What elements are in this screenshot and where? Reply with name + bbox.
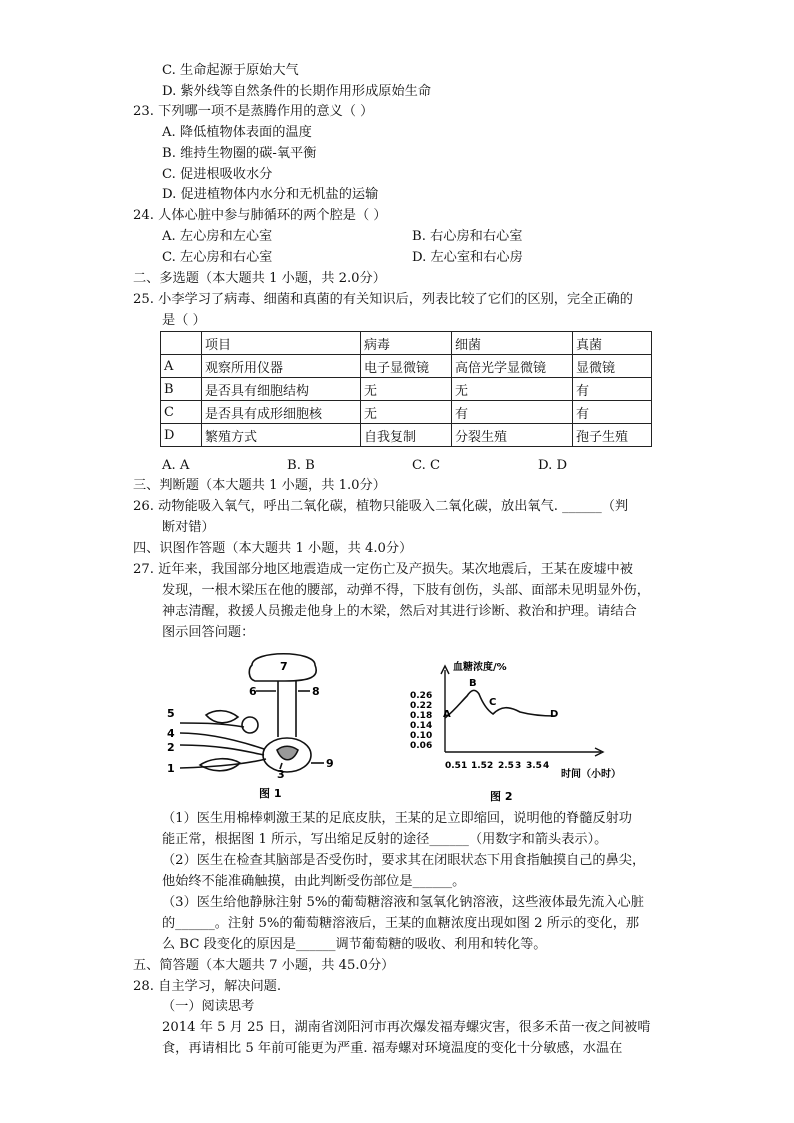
- table-cell: 有: [573, 401, 652, 424]
- table-header-cell: 病毒: [361, 332, 452, 355]
- label-1: 1: [167, 762, 175, 775]
- table-cell: 自我复制: [361, 424, 452, 447]
- table-cell: A: [161, 355, 202, 378]
- receptor-5: [206, 711, 238, 723]
- question-23: 23. 下列哪一项不是蒸腾作用的意义（ ）: [133, 104, 374, 119]
- ytick: 0.22: [410, 701, 433, 711]
- table-cell: 有: [573, 378, 652, 401]
- question-27-line2: 发现，一根木梁压在他的腰部，动弹不得，下肢有创伤，头部、面部未见明显外伤，: [162, 583, 650, 598]
- xtick: 2: [487, 761, 494, 771]
- q25-option-b: B. B: [287, 458, 315, 473]
- point-c: C: [489, 697, 497, 708]
- section-5-heading: 五、简答题（本大题共 7 小题，共 45.0分）: [133, 958, 395, 973]
- table-cell: 无: [361, 378, 452, 401]
- table-cell: 显微镜: [573, 355, 652, 378]
- comparison-table: [160, 331, 652, 447]
- question-28-part1: （一）阅读思考: [162, 999, 255, 1014]
- nerve-4: [180, 733, 264, 749]
- table-row: [161, 378, 652, 401]
- table-cell: 无: [361, 401, 452, 424]
- sub-question-2-cont: 他始终不能准确触摸，由此判断受伤部位是______。: [162, 874, 466, 889]
- table-cell: B: [161, 378, 202, 401]
- table-cell: 孢子生殖: [573, 424, 652, 447]
- label-8: 8: [312, 685, 320, 698]
- question-27-line4: 图示回答问题：: [162, 625, 255, 640]
- xtick: 2.5: [498, 761, 514, 771]
- xtick: 3.5: [526, 761, 542, 771]
- table-header-cell: 真菌: [573, 332, 652, 355]
- q24-option-c: C. 左心房和右心室: [162, 250, 273, 265]
- q23-option-a: A. 降低植物体表面的温度: [162, 125, 312, 140]
- xtick: 4: [543, 761, 550, 771]
- question-28-passage-cont: 食，再请相比 5 年前可能更为严重. 福寿螺对环境温度的变化十分敏感，水温在: [162, 1041, 623, 1056]
- spinal-tract: [278, 681, 296, 737]
- section-3-heading: 三、判断题（本大题共 1 小题，共 1.0分）: [133, 478, 386, 493]
- label-2: 2: [167, 741, 175, 754]
- table-header-cell: 项目: [202, 332, 361, 355]
- table-cell: 高倍光学显微镜: [452, 355, 573, 378]
- question-27: 27. 近年来，我国部分地区地震造成一定伤亡及产损失。某次地震后，王某在废墟中被: [133, 562, 633, 577]
- label-5: 5: [167, 707, 175, 720]
- q25-option-d: D. D: [538, 458, 568, 473]
- question-28-passage: 2014 年 5 月 25 日，湖南省浏阳河市再次爆发福寿螺灾害，很多禾苗一夜之间被啃: [162, 1020, 651, 1035]
- ganglion: [242, 717, 258, 733]
- table-cell: 有: [452, 401, 573, 424]
- nerve-2: [180, 745, 264, 755]
- figure-1-caption: 图 1: [259, 787, 282, 800]
- table-header-cell: 细菌: [452, 332, 573, 355]
- table-cell: 是否具有细胞结构: [202, 378, 361, 401]
- question-26: 26. 动物能吸入氧气，呼出二氧化碳，植物只能吸入二氧化碳，放出氧气. ______（判: [133, 499, 629, 514]
- table-header-row: [161, 332, 652, 355]
- q23-option-b: B. 维持生物圈的碳-氧平衡: [162, 146, 317, 161]
- q23-option-c: C. 促进根吸收水分: [162, 167, 273, 182]
- table-cell: 观察所用仪器: [202, 355, 361, 378]
- ytick: 0.14: [410, 721, 433, 731]
- glucose-curve: [445, 690, 555, 718]
- table-cell: 是否具有成形细胞核: [202, 401, 361, 424]
- table-row: [161, 401, 652, 424]
- sub-question-3-cont: 的______。注射 5%的葡萄糖溶液后，王某的血糖浓度出现如图 2 所示的变化，那: [162, 916, 640, 931]
- q24-option-d: D. 左心室和右心房: [412, 250, 523, 265]
- question-24: 24. 人体心脏中参与肺循环的两个腔是（ ）: [133, 208, 387, 223]
- option-c-prev: C. 生命起源于原始大气: [162, 63, 299, 78]
- table-cell: 电子显微镜: [361, 355, 452, 378]
- question-27-line3: 神志清醒，救援人员搬走他身上的木梁，然后对其进行诊断、救治和护理。请结合: [162, 604, 637, 619]
- table-cell: C: [161, 401, 202, 424]
- xtick: 1.5: [471, 761, 487, 771]
- sub-question-3-cont2: 么 BC 段变化的原因是______调节葡萄糖的吸收、利用和转化等。: [162, 937, 547, 952]
- section-4-heading: 四、识图作答题（本大题共 1 小题，共 4.0分）: [133, 541, 413, 556]
- xtick: 1: [461, 761, 468, 771]
- sub-question-2: （2）医生在检查其脑部是否受伤时，要求其在闭眼状态下用食指触摸自己的鼻尖，: [162, 853, 646, 868]
- figure-1-reflex-arc: [160, 645, 350, 805]
- sub-question-1-cont: 能正常，根据图 1 所示，写出缩足反射的途径______（用数字和箭头表示）。: [162, 832, 608, 847]
- q24-option-b: B. 右心房和右心室: [412, 229, 523, 244]
- table-header-cell: [161, 332, 202, 355]
- point-d: D: [550, 709, 559, 720]
- table-row: [161, 355, 652, 378]
- label-9: 9: [326, 757, 334, 770]
- label-6: 6: [249, 685, 257, 698]
- label-7: 7: [280, 660, 288, 673]
- q24-option-a: A. 左心房和左心室: [162, 229, 273, 244]
- question-28: 28. 自主学习，解决问题.: [133, 979, 282, 994]
- table-cell: 繁殖方式: [202, 424, 361, 447]
- xtick: 0.5: [445, 761, 461, 771]
- question-25-cont: 是（ ）: [162, 313, 206, 328]
- ytick: 0.06: [410, 741, 433, 751]
- section-2-heading: 二、多选题（本大题共 1 小题，共 2.0分）: [133, 271, 386, 286]
- ytick: 0.26: [410, 691, 433, 701]
- gray-matter: [277, 746, 298, 760]
- option-d-prev: D. 紫外线等自然条件的长期作用形成原始生命: [162, 84, 432, 99]
- label-4: 4: [167, 727, 175, 740]
- nerve-5: [180, 723, 244, 727]
- sub-question-3: （3）医生给他静脉注射 5%的葡萄糖溶液和氢氧化钠溶液，这些液体最先流入心脏: [162, 895, 644, 910]
- ytick: 0.10: [410, 731, 433, 741]
- nerve-1: [180, 759, 266, 768]
- x-axis-label: 时间（小时）: [561, 769, 621, 780]
- point-b: B: [469, 678, 477, 689]
- q25-option-c: C. C: [412, 458, 441, 473]
- question-26-cont: 断对错）: [162, 520, 215, 535]
- table-cell: D: [161, 424, 202, 447]
- q25-option-a: A. A: [162, 458, 190, 473]
- xtick: 3: [515, 761, 522, 771]
- table-row: [161, 424, 652, 447]
- q23-option-d: D. 促进植物体内水分和无机盐的运输: [162, 187, 379, 202]
- y-axis-label: 血糖浓度/%: [453, 662, 507, 673]
- label-3: 3: [277, 768, 285, 781]
- figure-2-glucose-chart: [405, 660, 645, 808]
- sub-question-1: （1）医生用棉棒刺激王某的足底皮肤，王某的足立即缩回，说明他的脊髓反射功: [162, 811, 632, 826]
- table-cell: 分裂生殖: [452, 424, 573, 447]
- question-25: 25. 小李学习了病毒、细菌和真菌的有关知识后，列表比较了它们的区别，完全正确的: [133, 292, 633, 307]
- point-a: A: [443, 709, 451, 720]
- table-cell: 无: [452, 378, 573, 401]
- ytick: 0.18: [410, 711, 433, 721]
- figure-2-caption: 图 2: [490, 790, 513, 803]
